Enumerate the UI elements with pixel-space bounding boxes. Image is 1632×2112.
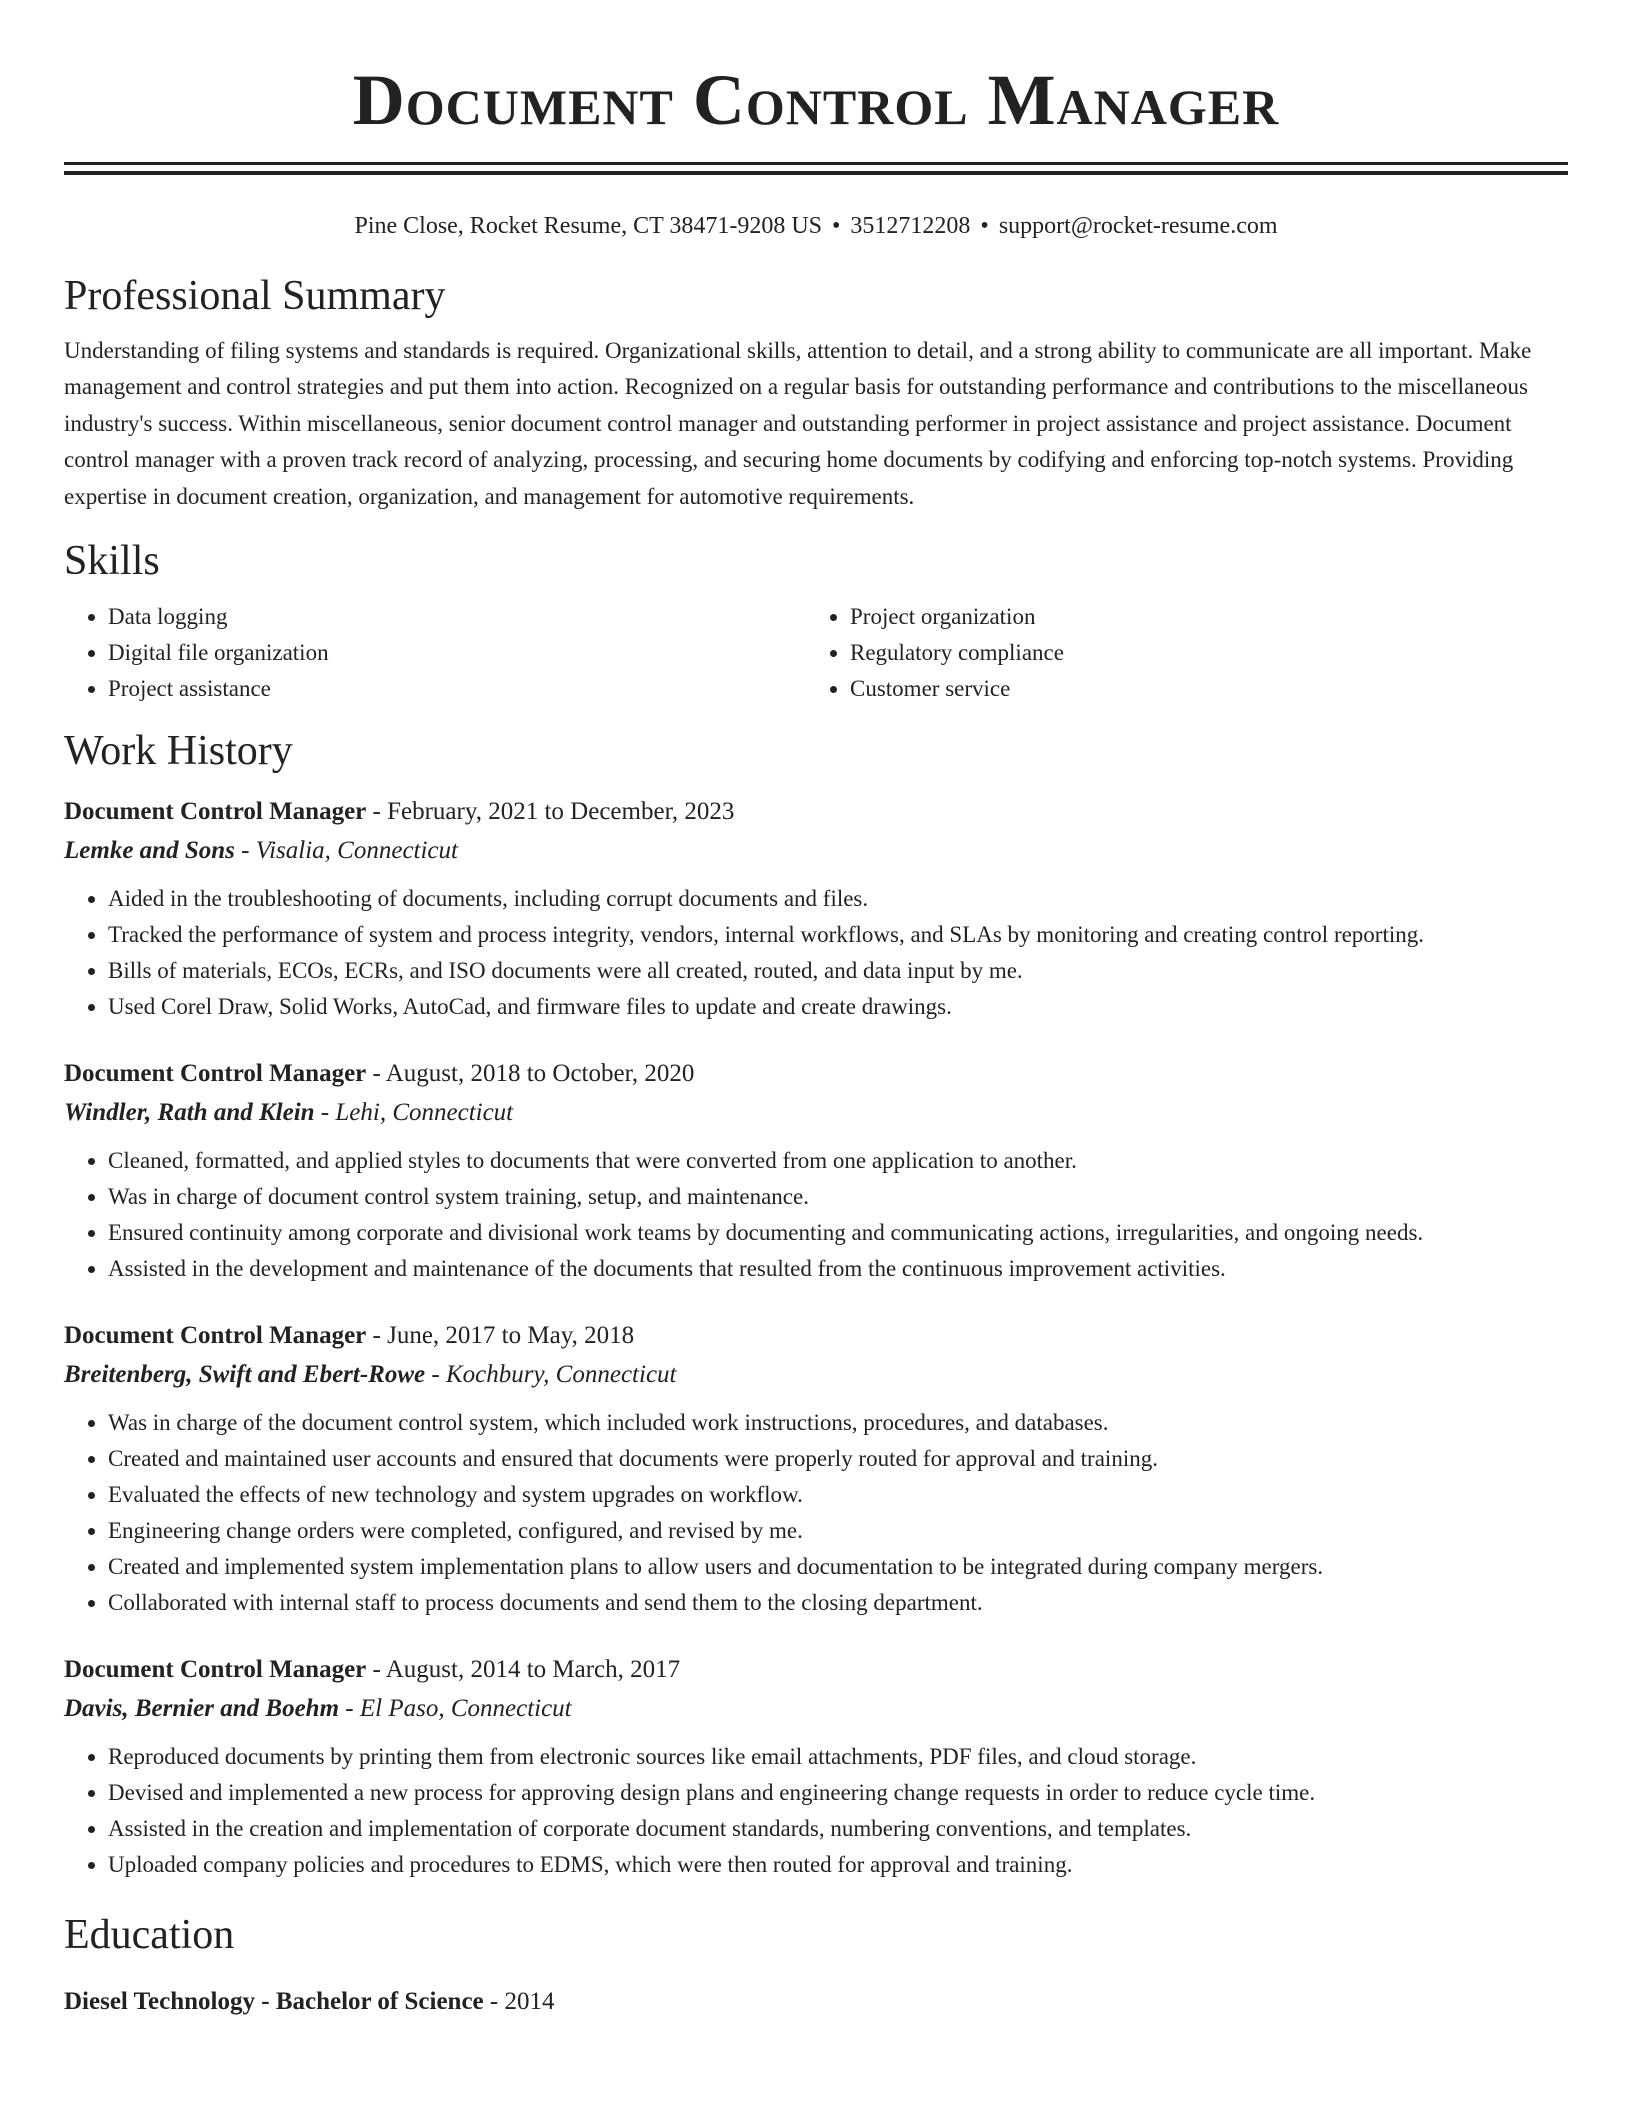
job-dates: August, 2018 to October, 2020 (385, 1060, 695, 1088)
education-dash: - (489, 1988, 499, 2016)
education-entry (64, 1983, 1568, 2021)
job-dash: - (320, 1099, 330, 1127)
job-bullet: • Used Corel Draw, Solid Works, AutoCad, and firmware files to update and create drawings. (108, 989, 1568, 1025)
skills-heading: Skills (64, 538, 160, 585)
skills-column-right (806, 599, 1568, 707)
contact-address: Pine Close, Rocket Resume, CT 38471-9208 US (354, 213, 823, 239)
job-bullets (64, 881, 1568, 1025)
job-bullet: • Aided in the troubleshooting of documents, including corrupt documents and files. (108, 881, 1568, 917)
job-dash: - (372, 798, 381, 826)
job-title-line (64, 793, 1568, 831)
job-bullet: • Created and maintained user accounts and ensured that documents were properly routed for approval and training. (108, 1441, 1568, 1477)
job-bullet: • Bills of materials, ECOs, ECRs, and ISO documents were all created, routed, and data input by me. (108, 953, 1568, 989)
job-bullet: • Reproduced documents by printing them from electronic sources like email attachments, PDF files, and cloud storage. (108, 1739, 1568, 1775)
summary-text: Understanding of filing systems and standards is required. Organizational skills, attention to detail, and a strong ability to communicate are all important. Make management and control strategies and put them into action. Recognized on a regular basis for outstanding performance and contributions to the miscellaneous industry's success. Within miscellaneous, senior document control manager and outstanding performer in project assistance and project assistance. Document control manager with a proven track record of analyzing, processing, and securing home documents by codifying and enforcing top-notch systems. Providing expertise in document creation, organization, and management for automotive requirements. (64, 338, 1532, 509)
job-dates: August, 2014 to March, 2017 (385, 1656, 681, 1684)
job-dates: February, 2021 to December, 2023 (387, 798, 735, 826)
job-dash: - (372, 1060, 381, 1088)
job-title-line (64, 1317, 1568, 1355)
work-history-heading: Work History (64, 728, 293, 775)
contact-phone: 3512712208 (850, 213, 971, 239)
job-bullet: • Cleaned, formatted, and applied styles to documents that were converted from one application to another. (108, 1143, 1568, 1179)
job-location: El Paso, Connecticut (359, 1695, 572, 1723)
education-year: 2014 (504, 1988, 555, 2016)
skill-item: • Data logging (108, 599, 806, 635)
skills-list (64, 599, 1568, 707)
skill-item: • Project organization (850, 599, 1568, 635)
job-bullet: • Collaborated with internal staff to process documents and send them to the closing department. (108, 1585, 1568, 1621)
job-company-line (64, 1355, 1568, 1395)
job-entry (64, 1317, 1568, 1621)
job-bullet: • Ensured continuity among corporate and divisional work teams by documenting and communicating actions, irregularities, and ongoing needs. (108, 1215, 1568, 1251)
summary-heading: Professional Summary (64, 273, 446, 319)
skill-item: • Digital file organization (108, 635, 806, 671)
skill-item: • Project assistance (108, 671, 806, 707)
job-bullet: • Was in charge of the document control system, which included work instructions, procedures, and databases. (108, 1405, 1568, 1441)
job-title: Document Control Manager (64, 1656, 367, 1684)
job-bullet: • Evaluated the effects of new technology and system upgrades on workflow. (108, 1477, 1568, 1513)
job-bullet: • Was in charge of document control system training, setup, and maintenance. (108, 1179, 1568, 1215)
job-entry (64, 1055, 1568, 1287)
job-bullets (64, 1739, 1568, 1883)
job-company: Breitenberg, Swift and Ebert-Rowe (64, 1361, 426, 1389)
job-company-line (64, 1689, 1568, 1729)
job-bullet: • Created and implemented system implementation plans to allow users and documentation to be integrated during company mergers. (108, 1549, 1568, 1585)
job-bullet: • Devised and implemented a new process for approving design plans and engineering change requests in order to reduce cycle time. (108, 1775, 1568, 1811)
job-dates: June, 2017 to May, 2018 (387, 1322, 635, 1350)
skill-item: • Customer service (850, 671, 1568, 707)
job-bullet: • Assisted in the development and maintenance of the documents that resulted from the continuous improvement activities. (108, 1251, 1568, 1287)
job-bullet: • Tracked the performance of system and process integrity, vendors, internal workflows, and SLAs by monitoring and creating control reporting. (108, 917, 1568, 953)
job-bullet: • Engineering change orders were completed, configured, and revised by me. (108, 1513, 1568, 1549)
header-rule-bottom (64, 171, 1568, 175)
job-dash: - (372, 1322, 381, 1350)
job-location: Kochbury, Connecticut (445, 1361, 677, 1389)
contact-separator: • (980, 213, 989, 239)
skill-item: • Regulatory compliance (850, 635, 1568, 671)
job-dash: - (241, 837, 250, 865)
job-bullet: • Uploaded company policies and procedures to EDMS, which were then routed for approval and training. (108, 1847, 1568, 1883)
contact-line (64, 210, 1568, 242)
job-bullets (64, 1143, 1568, 1287)
job-title: Document Control Manager (64, 1322, 367, 1350)
skills-column-left (64, 599, 806, 707)
job-location: Lehi, Connecticut (335, 1099, 514, 1127)
job-bullet: • Assisted in the creation and implementation of corporate document standards, numbering conventions, and templates. (108, 1811, 1568, 1847)
job-bullets (64, 1405, 1568, 1621)
job-company-line (64, 1093, 1568, 1133)
job-company: Windler, Rath and Klein (64, 1099, 315, 1127)
job-company: Lemke and Sons (64, 837, 235, 865)
job-title: Document Control Manager (64, 1060, 367, 1088)
job-title-line (64, 1651, 1568, 1689)
job-location: Visalia, Connecticut (255, 837, 458, 865)
resume-name-heading: Document Control Manager (352, 60, 1280, 140)
job-title-line (64, 1055, 1568, 1093)
education-degree: Diesel Technology - Bachelor of Science (64, 1988, 484, 2016)
job-dash: - (345, 1695, 354, 1723)
job-company-line (64, 831, 1568, 871)
job-title: Document Control Manager (64, 798, 367, 826)
contact-separator: • (832, 213, 841, 239)
education-heading: Education (64, 1912, 235, 1959)
job-dash: - (431, 1361, 440, 1389)
contact-email: support@rocket-resume.com (998, 213, 1278, 239)
job-entry (64, 1651, 1568, 1883)
header-rule-top (64, 162, 1568, 165)
job-company: Davis, Bernier and Boehm (64, 1695, 340, 1723)
job-entry (64, 793, 1568, 1025)
job-dash: - (372, 1656, 381, 1684)
